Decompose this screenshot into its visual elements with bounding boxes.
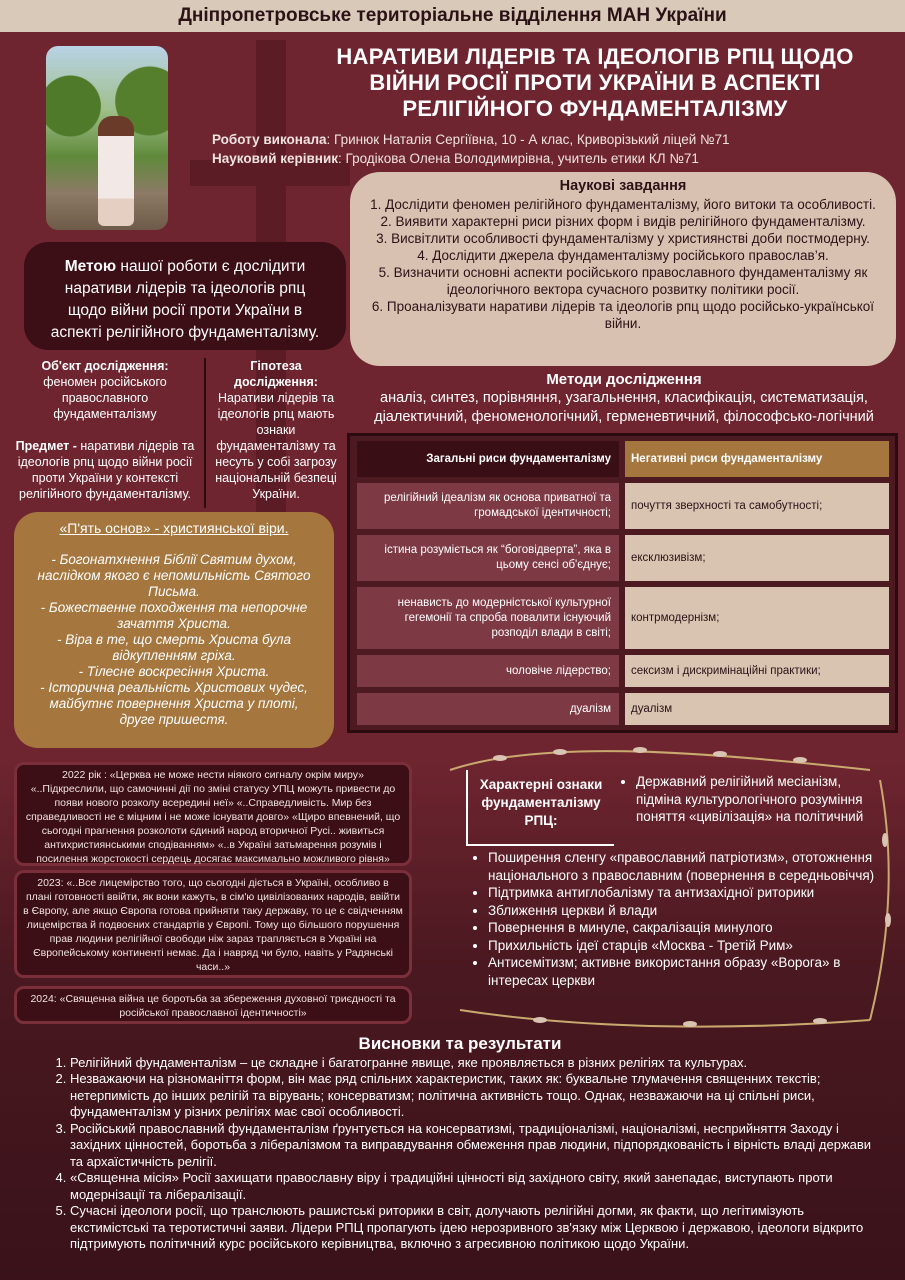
characteristic-item: • Антисемітизм; активне використання образу «Ворога» в інтересах церкви <box>488 954 892 989</box>
table-row <box>357 587 889 649</box>
conclusion-item: 1. Релігійний фундаменталізм – це складне і багатогранне явище, яке проявляється в різних релігіях та культурах. <box>70 1055 880 1072</box>
five-heading: «П'ять основ» - християнської віри. <box>59 520 289 536</box>
subject-text: наративи лідерів та ідеологів рпц щодо війни росії проти України у контексті релігійного фундаменталізму. <box>17 439 195 501</box>
characteristics-list <box>620 773 890 826</box>
author-photo <box>46 46 168 230</box>
goal-label: Метою <box>64 258 117 275</box>
table-row <box>357 535 889 581</box>
five-item: - Тілесне воскресіння Христа. <box>78 664 270 679</box>
five-item: - Богонатхнення Біблії Святим духом, наслідком якого є непомильність Святого Письма. <box>37 552 311 599</box>
table-cell-general: ненависть до модерністської культурної гегемонії та спроба повалити існуючий розподіл влади в світі; <box>357 587 619 649</box>
subject-label: Предмет - <box>15 439 77 453</box>
table-cell-negative: контрмодернізм; <box>625 587 889 649</box>
table-header-general: Загальні риси фундаменталізму <box>357 441 619 477</box>
table-row <box>357 655 889 687</box>
five-item: - Божественне походження та непорочне зачаття Христа. <box>40 600 308 631</box>
task-item: 5. Визначити основні аспекти російського православного фундаменталізму як ідеологічного вектора сучасного розвитку політики росії. <box>378 265 868 297</box>
object-label: Об'єкт дослідження: <box>41 359 169 373</box>
research-hypothesis <box>204 358 340 508</box>
goal-text: нашої роботи є дослідити наративи лідерів та ідеологів рпц щодо війни росії проти України в аспекті релігійного фундаменталізму. <box>50 258 320 341</box>
table-cell-general: дуалізм <box>357 693 619 725</box>
table-row <box>357 483 889 529</box>
research-object <box>10 358 200 502</box>
five-item: - Історична реальність Христових чудес, майбутнє повернення Христа у плоті, друге пришестя. <box>40 680 308 727</box>
fundamentalism-table <box>347 433 898 733</box>
author-value: : Гринюк Наталія Сергіївна, 10 - А клас, Криворізький ліцей №71 <box>326 132 730 147</box>
characteristic-item: • Прихильність ідеї старців «Москва - Третій Рим» <box>488 937 892 955</box>
conclusions <box>40 1036 880 1253</box>
task-item: 2. Виявити характерні риси різних форм і видів релігійного фундаменталізму. <box>380 214 866 229</box>
methods-heading: Методи дослідження <box>546 371 702 388</box>
quote-2023: 2023: «..Все лицемірство того, що сьогодні діється в Україні, особливо в плані готовності ввійти, як вони кажуть, в сім'ю цивілізованих народів, ввійти в Європу, але якщо Європа готова прийняти таку державу, то це є свідченням лицемірства й подвоєних стандартів у Європі. Тому що більшого порушення прав людини релігійної свободи ніж зараз трапляється в Україні на Європейському континенті немає. Да і навряд чи було, навіть у Радянські часи..» <box>14 870 412 978</box>
poster-title: НАРАТИВИ ЛІДЕРІВ ТА ІДЕОЛОГІВ РПЦ ЩОДО ВІЙНИ РОСІЇ ПРОТИ УКРАЇНИ В АСПЕКТІ РЕЛІГІЙНОГО ФУНДАМЕНТАЛІЗМУ <box>336 44 854 121</box>
author-info <box>212 130 892 168</box>
five-fundamentals <box>14 512 334 748</box>
task-item: 3. Висвітлити особливості фундаменталізму у християнстві доби постмодерну. <box>376 231 870 246</box>
conclusions-heading: Висновки та результати <box>358 1034 562 1053</box>
methods-text: аналіз, синтез, порівняння, узагальнення, класифікація, систематизація, діалектичний, феноменологічний, герменевтичний, філософсько-логічний <box>374 390 874 425</box>
characteristics-heading: Характерні ознаки фундаменталізму РПЦ: <box>466 770 614 846</box>
conclusion-item: 5. Сучасні ідеологи росії, що транслюють рашистські риторики в світ, долучають релігійні догми, як факти, що легітимізують екстимістські та теротистичні заяви. Лідери РПЦ пропагують ідею нерозривного зв'язку між Церквою і державою, ідеологи відкрито підтримують політичний курс російського керівництва, включно з агресивною політикою щодо України. <box>70 1203 880 1253</box>
conclusion-item: 4. «Священна місія» Росії захищати православну віру і традиційні цінності від західного світу, який занепадає, виступають проти модернізації та лібералізації. <box>70 1170 880 1203</box>
task-item: 1. Дослідити феномен релігійного фундаменталізму, його витоки та особливості. <box>370 197 876 212</box>
research-methods <box>350 370 898 427</box>
tasks-heading: Наукові завдання <box>559 178 687 194</box>
five-item: - Віра в те, що смерть Христа була відкупленням гріха. <box>56 632 292 663</box>
supervisor-label: Науковий керівник <box>212 151 339 166</box>
table-cell-negative: почуття зверхності та самобутності; <box>625 483 889 529</box>
conclusion-item: 2. Незважаючи на різноманіття форм, він має ряд спільних характеристик, таких як: буквальне тлумачення священних текстів; нетерпимість до інших релігій та вірувань; консерватизм; політична активність тощо. Однак, незважаючи на ці спільні риси, фундаменталізм у різних релігіях має свої особливості. <box>70 1071 880 1121</box>
task-item: 4. Дослідити джерела фундаменталізму російського православ’я. <box>417 248 829 263</box>
table-row <box>357 693 889 725</box>
characteristic-item: • Зближення церкви й влади <box>488 902 892 920</box>
table-header-negative: Негативні риси фундаменталізму <box>625 441 889 477</box>
organization-header: Дніпропетровське територіальне відділення МАН України <box>0 0 905 32</box>
table-cell-general: релігійний ідеалізм як основа приватної та громадської ідентичності; <box>357 483 619 529</box>
table-cell-general: чоловіче лідерство; <box>357 655 619 687</box>
table-cell-negative: сексизм і дискримінаційні практики; <box>625 655 889 687</box>
research-goal <box>24 242 346 350</box>
characteristic-item: • Підтримка антиглобалізму та антизахідної риторики <box>488 884 892 902</box>
characteristic-item: • Повернення в минуле, сакралізація минулого <box>488 919 892 937</box>
table-cell-negative: дуалізм <box>625 693 889 725</box>
author-label: Роботу виконала <box>212 132 327 147</box>
characteristic-item: • Державний релігійний месіанізм, підміна культурологічного розуміння поняття «цивілізація» на політичний <box>636 773 890 826</box>
conclusion-item: 3. Російський православний фундаменталізм ґрунтується на консерватизмі, традиціоналізмі, націоналізмі, несприйняття Заходу і західних цінностей, боротьба з лібералізмом та виправдування обмеження прав людини, підпорядкованість і вірність владі держави та архаїстичність релігії. <box>70 1121 880 1171</box>
characteristic-item: • Поширення сленгу «православний патріотизм», ототожнення національного з православним (повернення в середньовіччя) <box>488 849 892 884</box>
hypothesis-text: Наративи лідерів та ідеологів рпц мають ознаки фундаменталізму та несуть у собі загрозу національній безпеці України. <box>215 391 337 501</box>
supervisor-value: : Гродікова Олена Володимирівна, учитель етики КЛ №71 <box>338 151 699 166</box>
research-tasks <box>350 172 896 366</box>
task-item: 6. Проаналізувати наративи лідерів та ідеологів рпц щодо російсько-української війни. <box>371 299 875 331</box>
quote-2022: 2022 рік : «Церква не може нести ніякого сигналу окрім миру» «..Підкреслили, що самочинні дії по зміні статусу УПЦ можуть привести до появи нового розколу всередині неї» «..Справедливість. Мир без справедливості не є міцним і не може існувати довго» «Щиро впевнений, що сьогодні прагнення розколоти єдиний народ вторичної Русі.. живиться антихристиянськими сподіванням» «..в Україні затьмарення розумів і посилення жорстокості сердець досягає максимально можливого рівня» <box>14 762 412 866</box>
table-cell-general: істина розуміється як “боговідверта”, яка в цьому сенсі об'єднує; <box>357 535 619 581</box>
object-text: феномен російського православного фундаменталізму <box>43 375 167 421</box>
table-cell-negative: ексклюзивізм; <box>625 535 889 581</box>
characteristics-list-lower <box>472 849 892 989</box>
quote-2024: 2024: «Священна війна це боротьба за збереження духовної триєдності та російської православної ідентичності» <box>14 986 412 1024</box>
hypothesis-label: Гіпотеза дослідження: <box>234 359 318 389</box>
